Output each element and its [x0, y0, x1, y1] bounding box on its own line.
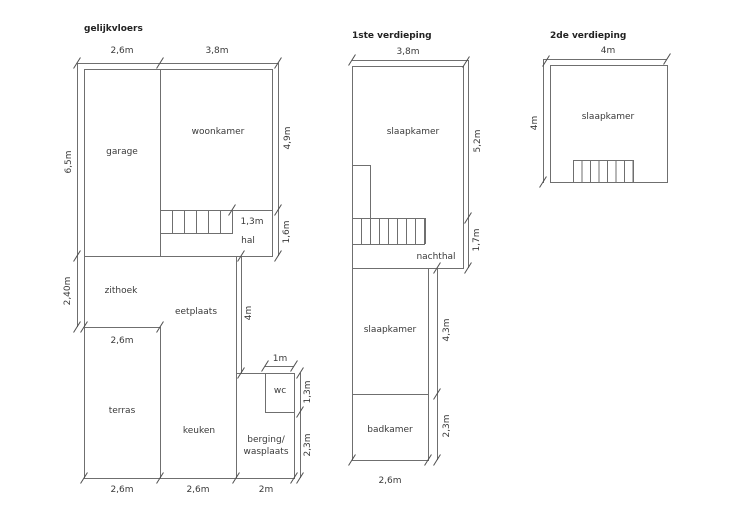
second-dim-line-top [543, 59, 667, 60]
dim-terras-width: 2,6m [110, 485, 134, 495]
first-wall-right [463, 66, 464, 268]
ground-floor-title: gelijkvloers [84, 24, 143, 34]
dim-first-nachthal-height: 1,7m [472, 228, 482, 252]
room-label-slaapkamer-top: slaapkamer [386, 127, 440, 137]
dim-first-slaapkamer-height: 5,2m [473, 129, 483, 153]
room-label-nachthal: nachthal [416, 252, 456, 262]
dim-keuken-width: 2,6m [186, 485, 210, 495]
ground-stairs-treads [160, 210, 233, 233]
dim-wc-width: 1m [272, 354, 288, 364]
ground-wall-top [84, 69, 273, 70]
dim-woonkamer-width: 3,8m [205, 46, 229, 56]
room-label-woonkamer: woonkamer [191, 127, 245, 137]
first-dim-line-top [352, 60, 468, 61]
dim-first-badkamer-height: 2,3m [442, 414, 452, 438]
ground-dim-line-wc-top [265, 366, 294, 367]
room-label-keuken: keuken [182, 426, 216, 436]
room-label-eetplaats: eetplaats [174, 307, 218, 317]
room-label-zithoek: zithoek [104, 286, 138, 296]
ground-wall-hal-bottom [84, 256, 273, 257]
dim-first-bottom-width: 2,6m [378, 476, 402, 486]
room-label-badkamer: badkamer [367, 425, 413, 435]
ground-wall-bottom [84, 478, 295, 479]
dim-eetplaats-height: 4m [244, 305, 254, 321]
dim-hal-height: 1,6m [282, 220, 292, 244]
first-closet-top [352, 165, 370, 166]
room-label-berging-line2: wasplaats [243, 447, 289, 457]
dim-woonkamer-height: 4,9m [283, 126, 293, 150]
dim-first-top-width: 3,8m [396, 47, 420, 57]
ground-wall-zithoek-bottom [84, 327, 161, 328]
second-wall-top [550, 65, 668, 66]
dim-second-left-height: 4m [530, 115, 540, 131]
second-stairs-treads [573, 160, 634, 182]
dim-left-height: 6,5m [64, 150, 74, 174]
first-wall-nachthal-bottom [352, 268, 464, 269]
dim-second-top-width: 4m [600, 46, 616, 56]
first-dim-line-right [468, 60, 469, 268]
ground-wall-right [272, 69, 273, 257]
first-wall-bottom [352, 460, 429, 461]
second-wall-left [550, 65, 551, 183]
room-label-terras: terras [108, 406, 136, 416]
ground-wall-wc-bottom [265, 412, 294, 413]
dim-wc-height: 1,3m [303, 380, 313, 404]
ground-wall-terras-keuken-divider [160, 327, 161, 478]
first-stairs-bottom-line [352, 244, 425, 245]
ground-wall-left [84, 69, 85, 478]
ground-dim-line-top [77, 63, 278, 64]
ground-wall-berging-right [294, 373, 295, 478]
room-label-hal: hal [241, 236, 255, 246]
ground-dim-line-berging-right [300, 373, 301, 478]
room-label-berging-line1: berging/ [247, 435, 285, 445]
room-label-garage: garage [106, 147, 138, 157]
ground-dim-line-eetplaats [241, 256, 242, 373]
second-wall-right [667, 65, 668, 183]
first-wall-lower-left [352, 268, 353, 460]
ground-dim-line-left [77, 63, 78, 327]
room-label-wc: wc [273, 386, 287, 396]
dim-berging-width: 2m [258, 485, 274, 495]
room-label-slaapkamer-second: slaapkamer [581, 112, 635, 122]
first-wall-top [352, 66, 464, 67]
dim-zithoek-width: 2,6m [110, 336, 134, 346]
ground-stairs-bottom-line [160, 233, 233, 234]
ground-dim-line-right [278, 63, 279, 256]
first-wall-badkamer-top [352, 394, 429, 395]
second-dim-line-left [543, 59, 544, 183]
dim-hal-width: 1,3m [240, 217, 264, 227]
ground-wall-eetplaats-right [236, 256, 237, 478]
second-floor-title: 2de verdieping [550, 31, 627, 41]
first-wall-lower-right [428, 268, 429, 460]
ground-wall-wc-left [265, 373, 266, 412]
dim-zithoek-height: 2,40m [63, 276, 73, 306]
dim-garage-width: 2,6m [110, 46, 134, 56]
dim-berging-height: 2,3m [303, 433, 313, 457]
second-wall-bottom [550, 182, 668, 183]
first-dim-line-lower-right [437, 268, 438, 460]
first-floor-title: 1ste verdieping [352, 31, 432, 41]
first-stairs-treads [352, 218, 426, 244]
dim-first-slaapkamer2-height: 4,3m [442, 318, 452, 342]
first-closet-right [370, 165, 371, 218]
room-label-slaapkamer-bottom: slaapkamer [363, 325, 417, 335]
